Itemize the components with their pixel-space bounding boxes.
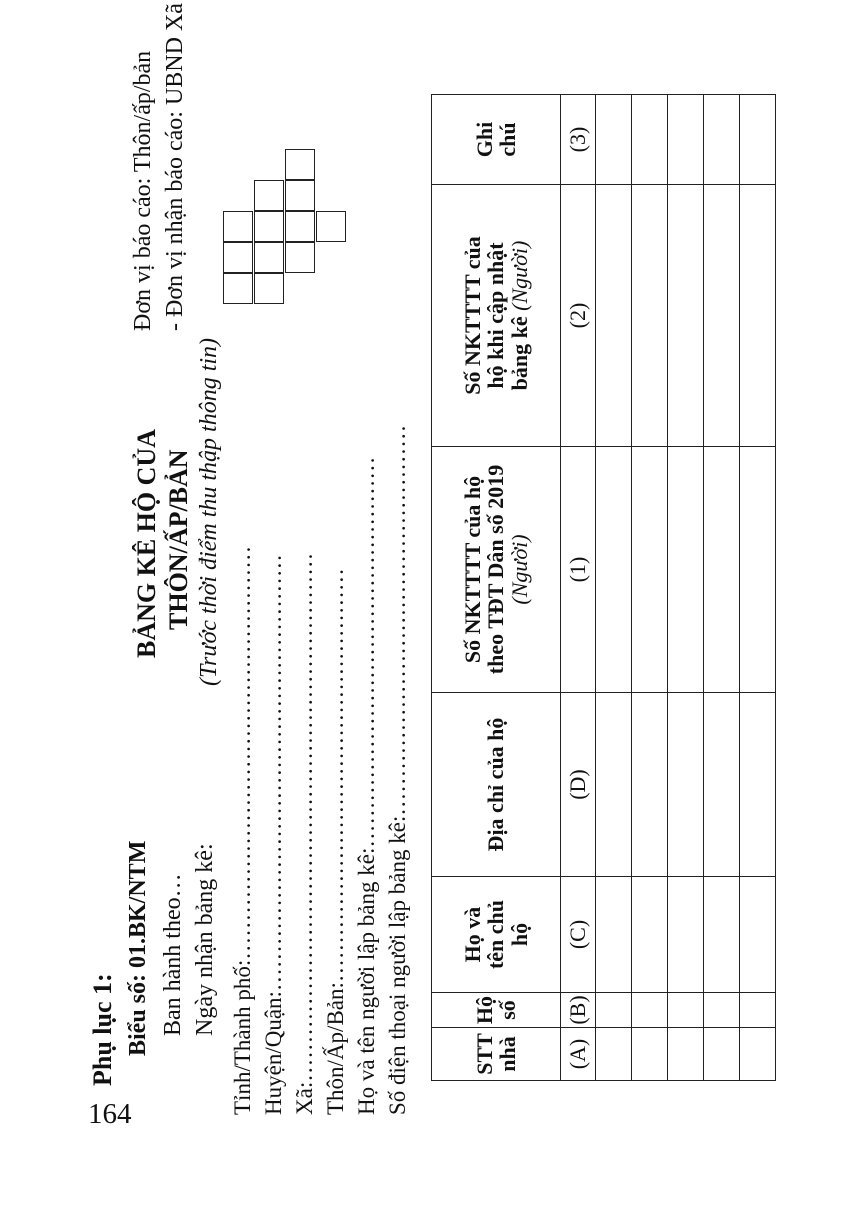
table-cell[interactable] xyxy=(632,1028,668,1081)
table-cell[interactable] xyxy=(704,447,740,693)
doc-subtitle: (Trước thời điểm thu thập thông tin) xyxy=(196,337,222,686)
table-header-row xyxy=(432,95,561,1081)
table-cell[interactable] xyxy=(632,95,668,185)
doc-title-line2: THÔN/ẤP/BẢN xyxy=(164,449,193,630)
table-cell[interactable] xyxy=(740,95,776,185)
header-notes: Ghi chú xyxy=(432,95,561,185)
table-cell[interactable] xyxy=(596,95,632,185)
table-row xyxy=(704,95,740,1081)
code-cell: (3) xyxy=(561,95,596,185)
table-cell[interactable] xyxy=(632,447,668,693)
code-cell: (A) xyxy=(561,1028,596,1081)
header-address: Địa chỉ của hộ xyxy=(432,693,561,877)
table-cell[interactable] xyxy=(668,447,704,693)
doc-title-line1: BẢNG KÊ HỘ CỦA xyxy=(132,429,161,658)
receiving-unit: - Đơn vị nhận báo cáo: UBND Xã xyxy=(162,3,188,331)
field-preparer-phone: Số điện thoại người lập bảng kê:…………………………………………… xyxy=(385,424,410,1115)
field-district: Huyện/Quận:………………………………………………… xyxy=(261,554,286,1115)
table-cell[interactable] xyxy=(668,1028,704,1081)
header-count-2019: Số NKTTTT của hộ theo TĐT Dân số 2019 (Người) xyxy=(432,447,561,693)
table-cell[interactable] xyxy=(740,877,776,993)
table-cell[interactable] xyxy=(668,993,704,1028)
code-cell: (1) xyxy=(561,447,596,693)
table-cell[interactable] xyxy=(596,447,632,693)
table-cell[interactable] xyxy=(740,993,776,1028)
appendix-title: Phụ lục 1: xyxy=(88,973,117,1086)
form-issued: Ban hành theo… xyxy=(160,873,186,1036)
table-cell[interactable] xyxy=(596,877,632,993)
table-cell[interactable] xyxy=(704,877,740,993)
table-cell[interactable] xyxy=(704,693,740,877)
code-cell: (B) xyxy=(561,993,596,1028)
header-stt: STT nhà xyxy=(432,1028,561,1081)
table-cell[interactable] xyxy=(632,993,668,1028)
table-cell[interactable] xyxy=(740,185,776,447)
household-table xyxy=(431,94,776,1081)
empty-rows xyxy=(596,95,776,1081)
table-cell[interactable] xyxy=(632,693,668,877)
table-cell[interactable] xyxy=(740,1028,776,1081)
page-number: 164 xyxy=(88,1098,132,1130)
field-preparer-name: Họ và tên người lập bảng kê:…………………………………………… xyxy=(354,456,379,1115)
form-received-date: Ngày nhận bảng kê: xyxy=(192,843,218,1036)
field-village: Thôn/Ấp/Bản:……………………………………………… xyxy=(323,568,348,1115)
table-cell[interactable] xyxy=(704,993,740,1028)
field-province: Tỉnh/Thành phố:……………………………………………… xyxy=(230,545,255,1115)
table-cell[interactable] xyxy=(668,95,704,185)
table-cell[interactable] xyxy=(596,185,632,447)
header-head-name: Họ và tên chủ hộ xyxy=(432,877,561,993)
table-cell[interactable] xyxy=(740,693,776,877)
table-cell[interactable] xyxy=(632,877,668,993)
table-cell[interactable] xyxy=(668,877,704,993)
code-cell: (D) xyxy=(561,693,596,877)
code-cell: (2) xyxy=(561,185,596,447)
table-cell[interactable] xyxy=(668,185,704,447)
table-row xyxy=(740,95,776,1081)
table-cell[interactable] xyxy=(596,693,632,877)
table-cell[interactable] xyxy=(704,185,740,447)
code-cell: (C) xyxy=(561,877,596,993)
table-cell[interactable] xyxy=(596,993,632,1028)
table-row xyxy=(596,95,632,1081)
table-code-row xyxy=(561,95,596,1081)
table-cell[interactable] xyxy=(668,693,704,877)
reporting-unit: Đơn vị báo cáo: Thôn/ấp/bản xyxy=(130,50,156,331)
table-cell[interactable] xyxy=(596,1028,632,1081)
header-household-no: Hộ số xyxy=(432,993,561,1028)
table-row xyxy=(632,95,668,1081)
form-code: Biểu số: 01.BK/NTM xyxy=(125,840,151,1056)
table-cell[interactable] xyxy=(704,95,740,185)
table-cell[interactable] xyxy=(740,447,776,693)
field-commune: Xã:…………………………………………………………… xyxy=(292,552,317,1115)
table-cell[interactable] xyxy=(704,1028,740,1081)
header-count-updated: Số NKTTTT của hộ khi cập nhật bảng kê (Người) xyxy=(432,185,561,447)
table-cell[interactable] xyxy=(632,185,668,447)
table-row xyxy=(668,95,704,1081)
